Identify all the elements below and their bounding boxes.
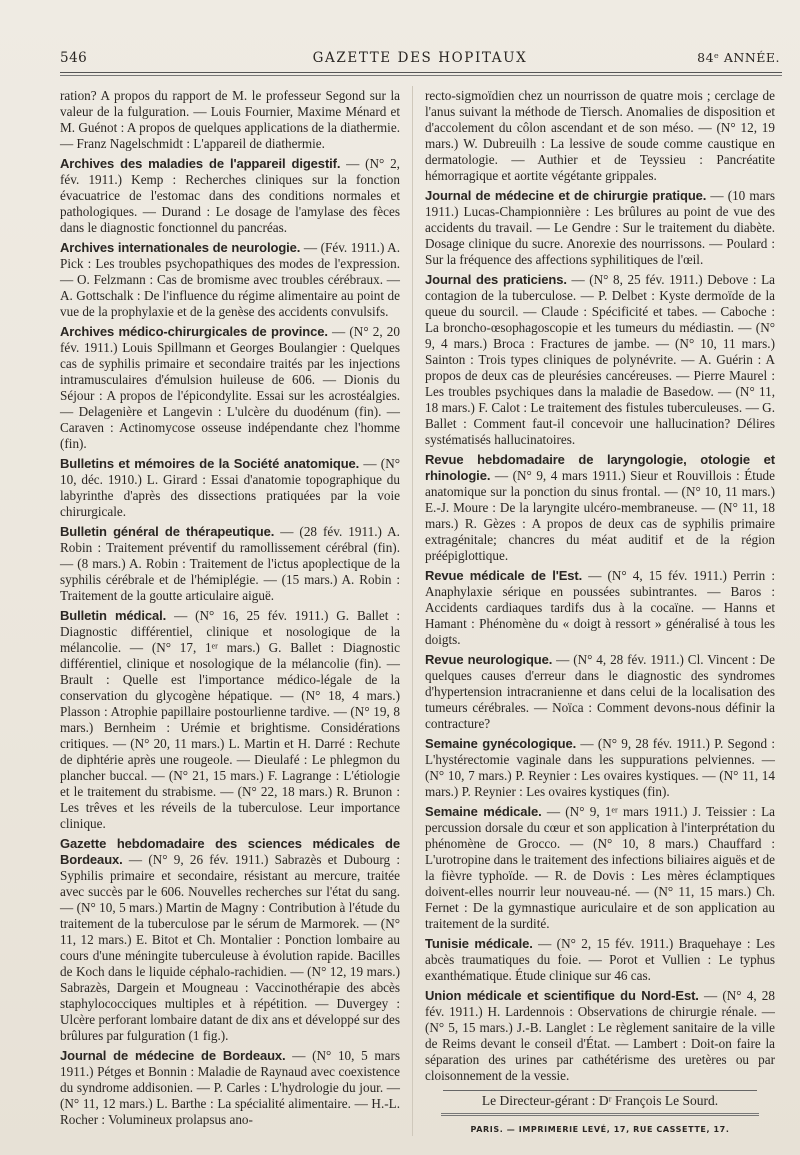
journal-name: Journal des praticiens. — [425, 272, 567, 287]
review-entry — [425, 736, 775, 800]
review-entry — [60, 156, 400, 236]
entry-text: — (N° 16, 25 fév. 1911.) G. Ballet : Diagnostic différentiel, clinique et nosologique de la mélancolie. — (N° 17, 1ᵉʳ mars.) G. Ballet : Diagnostic différentiel, clinique et nosologique de la mélancolie (fin). — Brault : Quelle est l'importance médico-légale de la conservation du glycogène hépatique. — (N° 18, 4 mars.) Plasson : Atrophie papillaire postourlienne tardive. — (N° 19, 8 mars.) Bernheim : Urémie et brightisme. Considérations critiques. — (N° 20, 11 mars.) L. Martin et H. Darré : Rechute de diphtérie après une rougeole. — Dieulafé : Le phlegmon du plancher buccal. — (N° 21, 15 mars.) F. Lagrange : L'étiologie et le traitement du strabisme. — (N° 22, 18 mars.) R. Brunon : Les trêves et les réveils de la tuberculose. Leur importance clinique. — [60, 608, 400, 831]
review-entry — [60, 836, 400, 1044]
entry-text: — (N° 9, 26 fév. 1911.) Sabrazès et Dubourg : Syphilis primaire et secondaire, résistant au mercure, traitée avec succès par le 606. Nouvelles recherches sur l'état du sang. — (N° 10, 5 mars.) Martin de Magny : Contribution à l'étude du traitement de la tuberculose par le sérum de Marmorek. — (N° 11, 12 mars.) E. Bitot et Ch. Montalier : Ponction lombaire au cours d'une méningite tuberculeuse à évolution rapide. Bacilles de Koch dans le liquide céphalo-rachidien. — (N° 12, 19 mars.) Sabrazès, Dargein et Mougneau : Vaccinothérapie des abcès staphylococciques multiples et à répétition. — Duvergey : Ulcère perforant lombaire datant de dix ans et développé sur des brûlures par fulguration (1 fig.). — [60, 852, 400, 1043]
entry-text: — (N° 2, 15 fév. 1911.) Braquehaye : Les abcès traumatiques du foie. — Porot et Vullien : Le typhus exanthématique. Étude clinique sur 46 cas. — [425, 936, 775, 983]
journal-name: Archives internationales de neurologie. — [60, 240, 301, 255]
year-label: 84ᵉ ANNÉE. — [697, 50, 780, 65]
review-entry — [425, 88, 775, 184]
journal-name: Revue neurologique. — [425, 652, 553, 667]
journal-name: Bulletin médical. — [60, 608, 167, 623]
review-entry — [425, 804, 775, 932]
page-number: 546 — [60, 50, 88, 66]
review-entry — [60, 324, 400, 452]
header-rule — [60, 72, 782, 73]
journal-name: Bulletin général de thérapeutique. — [60, 524, 275, 539]
journal-name: Tunisie médicale. — [425, 936, 533, 951]
imprint-rule — [441, 1113, 759, 1116]
imprint: PARIS. — IMPRIMERIE LEVÉ, 17, RUE CASSETTE, 17. — [470, 1125, 730, 1134]
review-entry — [60, 456, 400, 520]
entry-text: — (N° 2, fév. 1911.) Kemp : Recherches cliniques sur la fonction évacuatrice de l'estomac dans des conditions normales et pathologiques. — Durand : Le dosage de l'amylase des fèces dans le diagnostic fonctionnel du pancréas. — [60, 156, 400, 235]
entry-text: — (N° 9, 28 fév. 1911.) P. Segond : L'hystérectomie vaginale dans les suppurations pelviennes. — (N° 10, 7 mars.) P. Reynier : Les ovaires kystiques. — (N° 11, 14 mars.) P. Reynier : Les ovaires kystiques (fin). — [425, 736, 775, 799]
entry-text: — (Fév. 1911.) A. Pick : Les troubles psychopathiques des modes de l'expression. — O. Felzmann : Cas de bromisme avec troubles cérébraux. — A. Gottschalk : De l'influence du régime alimentaire au point de vue de la prophylaxie et de la genèse des accidents convulsifs. — [60, 240, 400, 319]
entry-text: — (N° 2, 20 fév. 1911.) Louis Spillmann et Georges Boulangier : Quelques cas de syphilis primaire et secondaire traités par les injections intramusculaires d'émulsion huileuse de 606. — Dionis du Séjour : A propos de l'épicondylite. Essai sur les acrostéalgies. — Delagenière et Langevin : L'ulcère du duodénum (fin). — Caraven : Actinomycose osseuse indépendante chez l'homme (fin). — [60, 324, 400, 451]
journal-name: Semaine gynécologique. — [425, 736, 577, 751]
entry-text: — (28 fév. 1911.) A. Robin : Traitement préventif du ramollissement cérébral (fin). — (8 mars.) A. Robin : Traitement de l'ictus apoplectique de la syphilis cérébrale et de l'hémiplégie. — (15 mars.) A. Robin : Traitement de la goutte articulaire aiguë. — [60, 524, 400, 603]
left-column — [60, 88, 400, 1132]
journal-name: Union médicale et scientifique du Nord-Est. — [425, 988, 699, 1003]
review-entry — [425, 652, 775, 732]
review-entry — [425, 188, 775, 268]
entry-text: ration? A propos du rapport de M. le professeur Segond sur la valeur de la fulguration. — Louis Fournier, Maxime Ménard et M. Guénot : A propos de quelques applications de la diathermie. — Franz Nagelschmidt : L'appareil de diathermie. — [60, 88, 400, 151]
journal-name: Revue hebdomadaire de laryngologie, otologie et rhinologie. — [425, 452, 775, 483]
review-entry — [425, 988, 775, 1084]
entry-text: — (N° 8, 25 fév. 1911.) Debove : La contagion de la tuberculose. — P. Delbet : Kyste dermoïde de la queue du sourcil. — Claude : Spécificité et tabes. — Caboche : La broncho-œsophagoscopie et les tumeurs du médiastin. — (N° 9, 4 mars.) Broca : Fractures de jambe. — (N° 10, 11 mars.) Sainton : Trois types cliniques de polynévrite. — A. Guérin : A propos de deux cas de pleurésies cancéreuses. — Pierre Maurel : Les troubles psychiques dans la maladie de Basedow. — (N° 11, 18 mars.) F. Calot : Le traitement des fistules tuberculeuses. — G. Ballet : Comment faut-il concevoir une hallucination? Délires systématisés hallucinatoires. — [425, 272, 775, 447]
page-header — [60, 48, 780, 70]
signature: Le Directeur-gérant : Dʳ François Le Sourd. — [481, 1093, 719, 1108]
review-entry — [60, 608, 400, 832]
review-entry — [60, 240, 400, 320]
journal-name: Bulletins et mémoires de la Société anatomique. — [60, 456, 360, 471]
entry-text: — (N° 9, 4 mars 1911.) Sieur et Rouvillois : Étude anatomique sur la ponction du sinus frontal. — (N° 10, 11 mars.) E.-J. Moure : De la laryngite ulcéro-membraneuse. — (N° 11, 18 mars.) R. Gèzes : A propos de deux cas de syphilis primaire extragénitale; chancres du méat auditif et de la région préépiglottique. — [425, 468, 775, 563]
entry-text: — (N° 4, 28 fév. 1911.) H. Lardennois : Observations de chirurgie rénale. — (N° 5, 15 mars.) J.-B. Langlet : Le règlement sanitaire de la ville de Reims devant le conseil d'État. — Lambert : Doit-on faire la séparation des urines par cathétérisme des uretères ou par cloisonnement de la vessie. — [425, 988, 775, 1083]
journal-name: Journal de médecine de Bordeaux. — [60, 1048, 286, 1063]
review-entry — [425, 936, 775, 984]
right-column-entries — [425, 88, 775, 1084]
review-entry — [60, 524, 400, 604]
review-entry — [425, 272, 775, 448]
entry-text: — (N° 9, 1ᵉʳ mars 1911.) J. Teissier : La percussion dorsale du cœur et son application à l'interprétation du phénomène de Grocco. — (N° 10, 8 mars.) Chauffard : L'urotropine dans le traitement des infections biliaires aiguës et de la fièvre typhoïde. — R. de Dovis : Les mères éclamptiques doivent-elles nourrir leur nouveau-né. — (N° 11, 15 mars.) Ch. Fernet : De la gymnastique auriculaire et de son application au traitement de la surdité. — [425, 804, 775, 931]
right-column — [425, 88, 775, 1138]
review-entry — [425, 568, 775, 648]
entry-text: recto-sigmoïdien chez un nourrisson de quatre mois ; cerclage de l'anus suivant la méthode de Tiersch. Anomalies de disposition et d'accolement du côlon ascendant et de son méso. — (N° 12, 19 mars.) W. Dubreuilh : La lessive de soude comme caustique en dermatologie. — Authier et de Teyssieu : Pancréatite hémorragique et aortite végétante grippales. — [425, 88, 775, 183]
journal-name: Semaine médicale. — [425, 804, 542, 819]
journal-name: Archives médico-chirurgicales de province. — [60, 324, 328, 339]
review-entry — [425, 452, 775, 564]
footer-rule — [443, 1090, 757, 1091]
journal-name: Journal de médecine et de chirurgie pratique. — [425, 188, 707, 203]
entry-text: — (N° 10, 5 mars 1911.) Pétges et Bonnin : Maladie de Raynaud avec coexistence du syndrome addisonien. — P. Carles : L'hydrologie du jour. — (N° 11, 12 mars.) L. Barthe : La spécialité alimentaire. — H.-L. Rocher : Volumineux prolapsus ano- — [60, 1048, 401, 1127]
review-entry — [60, 1048, 400, 1128]
entry-text: — (N° 4, 28 fév. 1911.) Cl. Vincent : De quelques causes d'erreur dans le diagnostic des syndromes d'hypertension intracranienne et dans celui de la localisation des tumeurs cérébrales. — Noïca : Comment devons-nous définir la contracture? — [425, 652, 775, 731]
entry-text: — (N° 10, déc. 1910.) L. Girard : Essai d'anatomie topographique du labyrinthe d'après des dissections pratiquées par la voie chirurgicale. — [60, 456, 400, 519]
journal-title: GAZETTE DES HOPITAUX — [312, 50, 528, 66]
journal-name: Gazette hebdomadaire des sciences médicales de Bordeaux. — [60, 836, 400, 867]
entry-text: — (10 mars 1911.) Lucas-Championnière : Les brûlures au point de vue des accidents du travail. — Le Gendre : Sur le traitement du diabète. Dosage clinique du sucre. Anorexie des nourrissons. — Poulard : Sur la fréquence des affections syphilitiques de l'œil. — [425, 188, 775, 267]
journal-name: Revue médicale de l'Est. — [425, 568, 583, 583]
column-divider — [412, 86, 413, 1136]
header-rule-double — [60, 75, 782, 76]
journal-name: Archives des maladies de l'appareil digestif. — [60, 156, 341, 171]
entry-text: — (N° 4, 15 fév. 1911.) Perrin : Anaphylaxie sérique en poussées subintrantes. — Baros : Accidents cardiaques tardifs dus à la cocaïne. — Hanns et Hamant : Phénomène du « doigt à ressort » généralisé à tous les doigts. — [425, 568, 775, 647]
review-entry — [60, 88, 400, 152]
